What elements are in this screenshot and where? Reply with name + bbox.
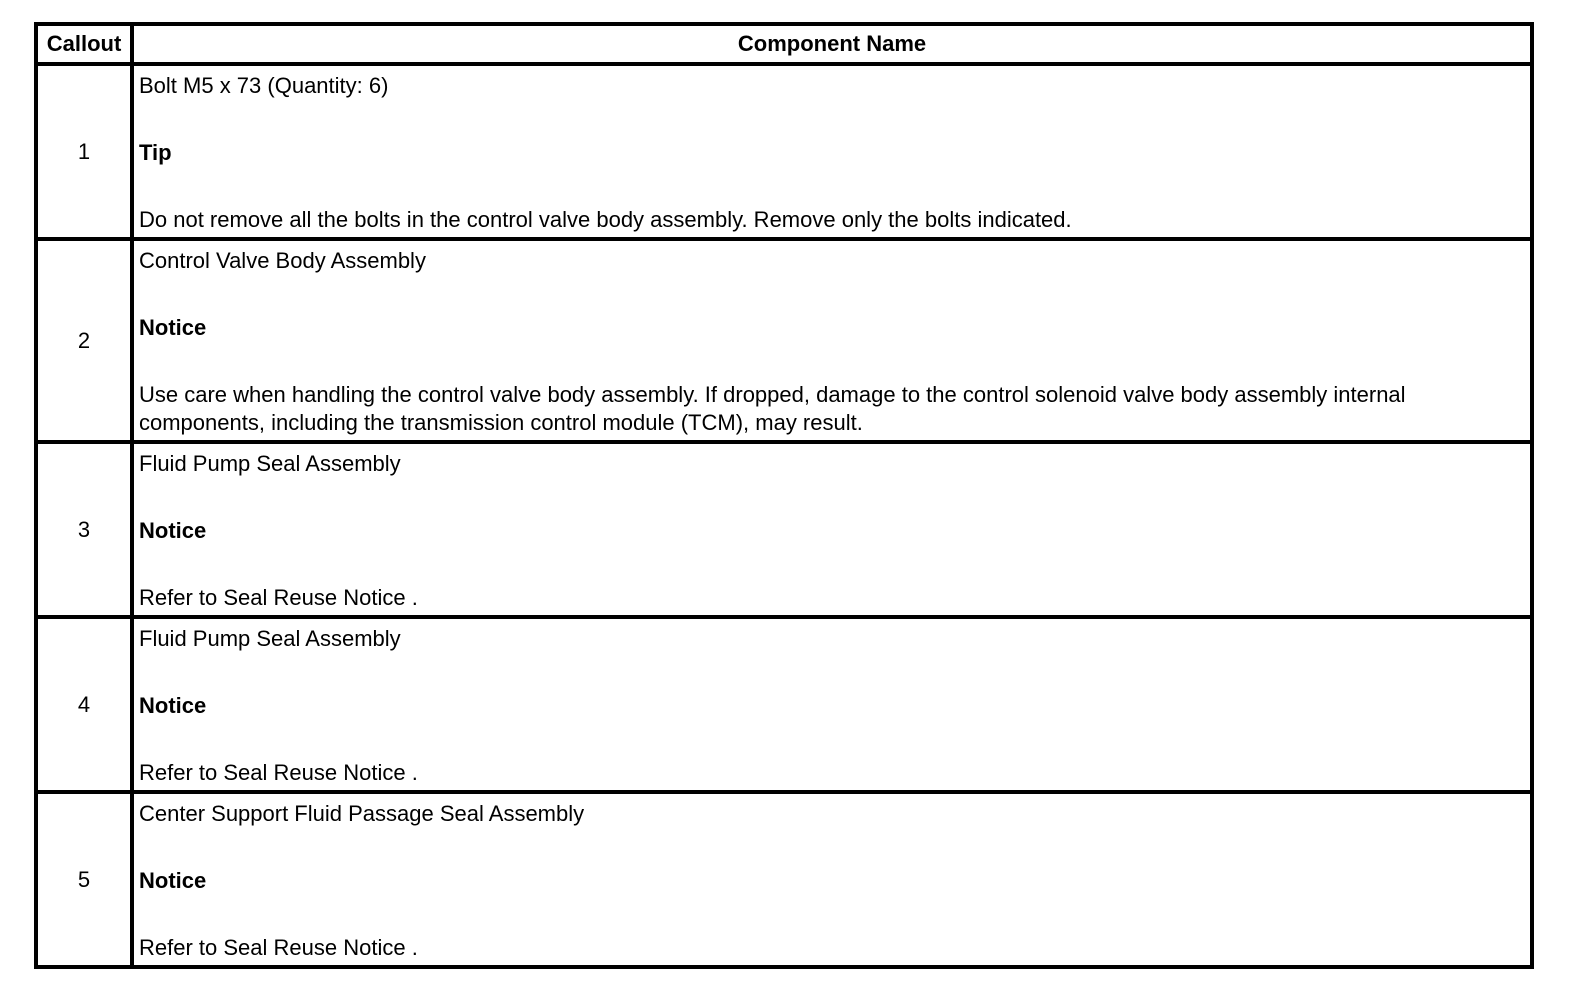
component-table <box>34 22 1534 969</box>
note-text: Refer to Seal Reuse Notice . <box>139 760 418 785</box>
callout-number: 5 <box>36 792 132 967</box>
component-name: Center Support Fluid Passage Seal Assembly <box>139 801 585 826</box>
component-table-container <box>34 22 1534 969</box>
component-cell <box>132 792 1532 967</box>
component-cell <box>132 617 1532 792</box>
table-row <box>36 442 1532 617</box>
component-name: Fluid Pump Seal Assembly <box>139 451 401 476</box>
component-cell <box>132 239 1532 442</box>
callout-number: 4 <box>36 617 132 792</box>
component-cell <box>132 64 1532 239</box>
note-label: Notice <box>139 518 207 543</box>
callout-number: 2 <box>36 239 132 442</box>
table-row <box>36 239 1532 442</box>
component-name: Fluid Pump Seal Assembly <box>139 626 401 651</box>
table-row <box>36 617 1532 792</box>
component-name: Control Valve Body Assembly <box>139 248 426 273</box>
callout-column-header: Callout <box>36 24 132 64</box>
component-name: Bolt M5 x 73 (Quantity: 6) <box>139 73 389 98</box>
table-row <box>36 64 1532 239</box>
note-label: Notice <box>139 693 207 718</box>
table-header-row <box>36 24 1532 64</box>
component-cell <box>132 442 1532 617</box>
callout-number: 1 <box>36 64 132 239</box>
table-row <box>36 792 1532 967</box>
note-text: Refer to Seal Reuse Notice . <box>139 935 418 960</box>
callout-number: 3 <box>36 442 132 617</box>
component-name-column-header: Component Name <box>132 24 1532 64</box>
note-text: Use care when handling the control valve body assembly. If dropped, damage to the control solenoid valve body assembly internal components, including the transmission control module (TCM), may result. <box>139 382 1406 435</box>
note-text: Refer to Seal Reuse Notice . <box>139 585 418 610</box>
note-text: Do not remove all the bolts in the control valve body assembly. Remove only the bolts indicated. <box>139 207 1072 232</box>
note-label: Notice <box>139 868 207 893</box>
note-label: Tip <box>139 140 172 165</box>
note-label: Notice <box>139 315 207 340</box>
